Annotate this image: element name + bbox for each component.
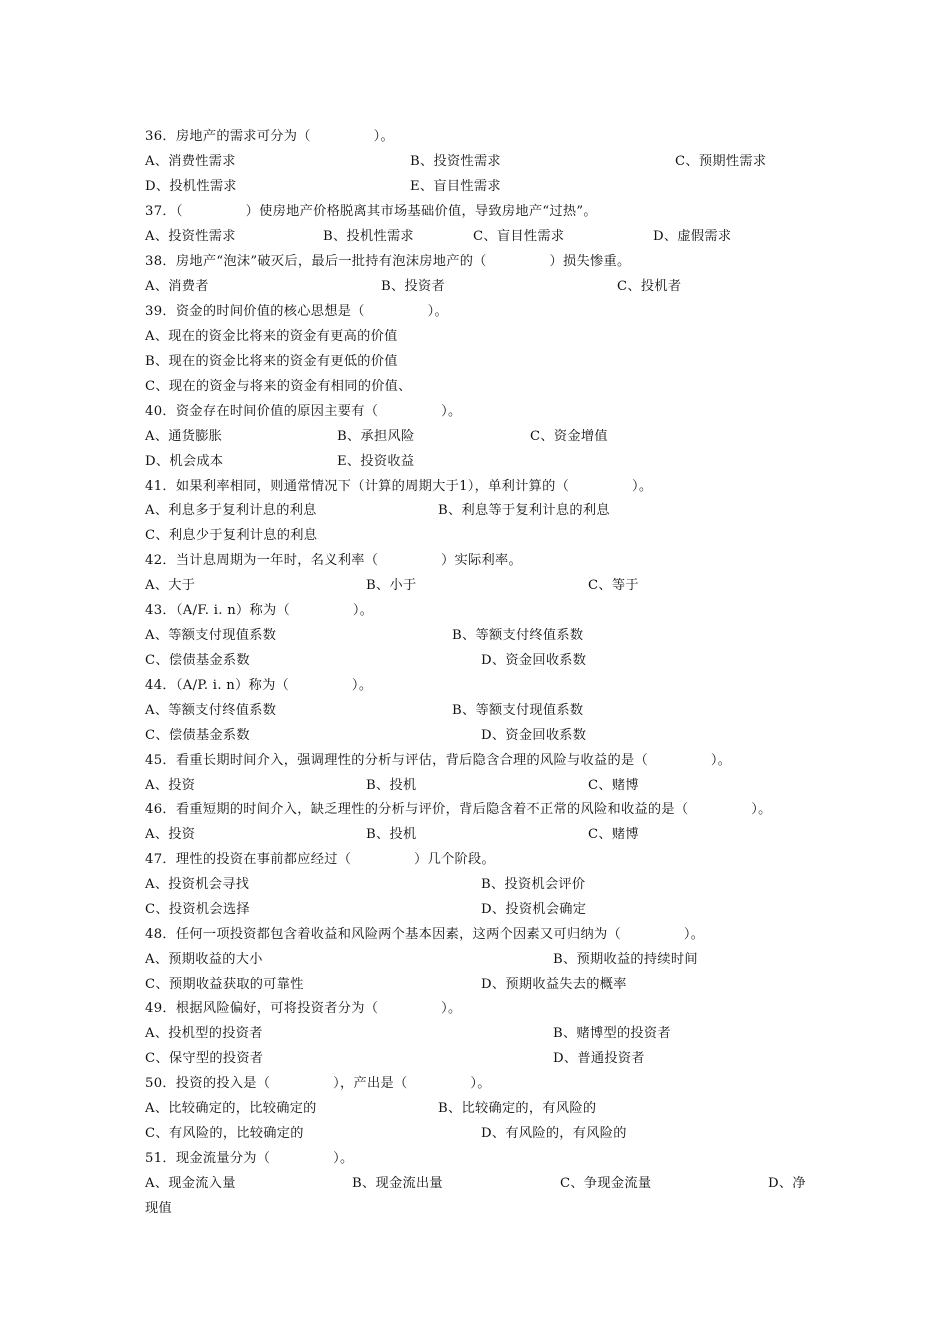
option: C、利息少于复利计息的利息 [145,528,318,543]
option: E、投资收益 [337,454,415,469]
option: C、现在的资金与将来的资金有相同的价值、 [145,379,412,394]
option: A、等额支付终值系数 [145,703,277,718]
options-row [145,1098,597,1120]
options-row [145,451,415,473]
option: B、赌博型的投资者 [553,1026,671,1041]
option: D、投机性需求 [145,179,237,194]
option: A、投资性需求 [145,229,236,244]
option: A、投资 [145,827,196,842]
option: B、等额支付现值系数 [452,703,584,718]
option: D、资金回收系数 [481,653,587,668]
option: D、预期收益失去的概率 [481,977,627,992]
option: E、盲目性需求 [410,179,501,194]
question-44: 44．（A/P. i. n）称为（ ）。 [145,678,373,693]
option: A、投资 [145,778,196,793]
options-row [145,874,586,896]
option: A、预期收益的大小 [145,952,263,967]
option: B、现金流出量 [352,1176,443,1191]
question-40: 40．资金存在时间价值的原因主要有（ ）。 [145,404,462,419]
option: A、现金流入量 [145,1176,236,1191]
options-row [145,625,584,647]
option: A、比较确定的，比较确定的 [145,1101,317,1116]
options-row [145,899,587,921]
question-42: 42．当计息周期为一年时，名义利率（ ）实际利率。 [145,553,522,568]
question-47: 47．理性的投资在事前都应经过（ ）几个阶段。 [145,852,496,867]
option: B、承担风险 [337,429,415,444]
options-row [145,974,627,996]
question-49: 49．根据风险偏好，可将投资者分为（ ）。 [145,1001,462,1016]
option: C、保守型的投资者 [145,1051,264,1066]
options-row [145,775,639,797]
question-46: 46．看重短期的时间介入，缺乏理性的分析与评价，背后隐含着不正常的风险和收益的是（ ）。 [145,802,772,817]
options-row [145,824,639,846]
options-row [145,725,587,747]
options-row [145,1023,671,1045]
option: A、通货膨胀 [145,429,223,444]
question-51: 51．现金流量分为（ ）。 [145,1151,354,1166]
option: B、小于 [366,578,417,593]
option: C、等于 [588,578,639,593]
question-43: 43．（A/F. i. n）称为（ ）。 [145,603,374,618]
options-row [145,650,587,672]
option: B、投资性需求 [410,154,501,169]
option-continuation: 现值 [145,1201,172,1216]
option: A、等额支付现值系数 [145,628,277,643]
option: B、投资者 [381,279,445,294]
options-row [145,1123,627,1145]
options-row [145,1173,806,1195]
option: D、普通投资者 [553,1051,645,1066]
option: C、盲目性需求 [473,229,565,244]
question-45: 45．看重长期时间介入，强调理性的分析与评估，背后隐含合理的风险与收益的是（ ）。 [145,753,732,768]
option: C、预期性需求 [675,154,767,169]
option: B、利息等于复利计息的利息 [438,503,610,518]
option: A、现在的资金比将来的资金有更高的价值 [145,329,398,344]
option: C、偿债基金系数 [145,653,250,668]
question-36: 36．房地产的需求可分为（ ）。 [145,129,395,144]
option: D、资金回收系数 [481,728,587,743]
option: C、投资机会选择 [145,902,250,917]
options-row [145,700,584,722]
question-50: 50．投资的投入是（ ），产出是（ ）。 [145,1076,491,1091]
question-37: 37．（ ）使房地产价格脱离其市场基础价值，导致房地产“过热”。 [145,204,597,219]
options-row [145,151,767,173]
option: A、利息多于复利计息的利息 [145,503,317,518]
options-row [145,176,501,198]
options-row [145,276,682,298]
option: C、投机者 [617,279,682,294]
option: C、有风险的，比较确定的 [145,1126,304,1141]
option: D、机会成本 [145,454,224,469]
question-38: 38．房地产“泡沫”破灭后，最后一批持有泡沫房地产的（ ）损失惨重。 [145,254,631,269]
option: B、等额支付终值系数 [452,628,584,643]
question-41: 41．如果利率相同，则通常情况下（计算的周期大于1），单利计算的（ ）。 [145,479,653,494]
options-row [145,1048,645,1070]
option: A、消费者 [145,279,209,294]
option: D、虚假需求 [653,229,732,244]
option: D、有风险的，有风险的 [481,1126,627,1141]
options-row [145,575,639,597]
question-48: 48．任何一项投资都包含着收益和风险两个基本因素，这两个因素又可归纳为（ ）。 [145,927,705,942]
options-row [145,226,732,248]
option: B、投机 [366,827,417,842]
option: C、赌博 [588,778,639,793]
option: C、预期收益获取的可靠性 [145,977,304,992]
option: B、投机 [366,778,417,793]
option: C、赌博 [588,827,639,842]
question-39: 39．资金的时间价值的核心思想是（ ）。 [145,304,448,319]
option: A、消费性需求 [145,154,236,169]
options-row [145,949,698,971]
option: C、争现金流量 [560,1176,652,1191]
option: B、比较确定的，有风险的 [438,1101,597,1116]
options-row [145,426,608,448]
option: B、预期收益的持续时间 [553,952,698,967]
option: D、投资机会确定 [481,902,587,917]
option: A、大于 [145,578,196,593]
option: B、投资机会评价 [481,877,586,892]
option: B、现在的资金比将来的资金有更低的价值 [145,354,398,369]
option: C、资金增值 [530,429,608,444]
options-row [145,500,610,522]
option: C、偿债基金系数 [145,728,250,743]
option: A、投机型的投资者 [145,1026,263,1041]
option: D、净 [768,1176,806,1191]
option: A、投资机会寻找 [145,877,250,892]
option: B、投机性需求 [323,229,414,244]
